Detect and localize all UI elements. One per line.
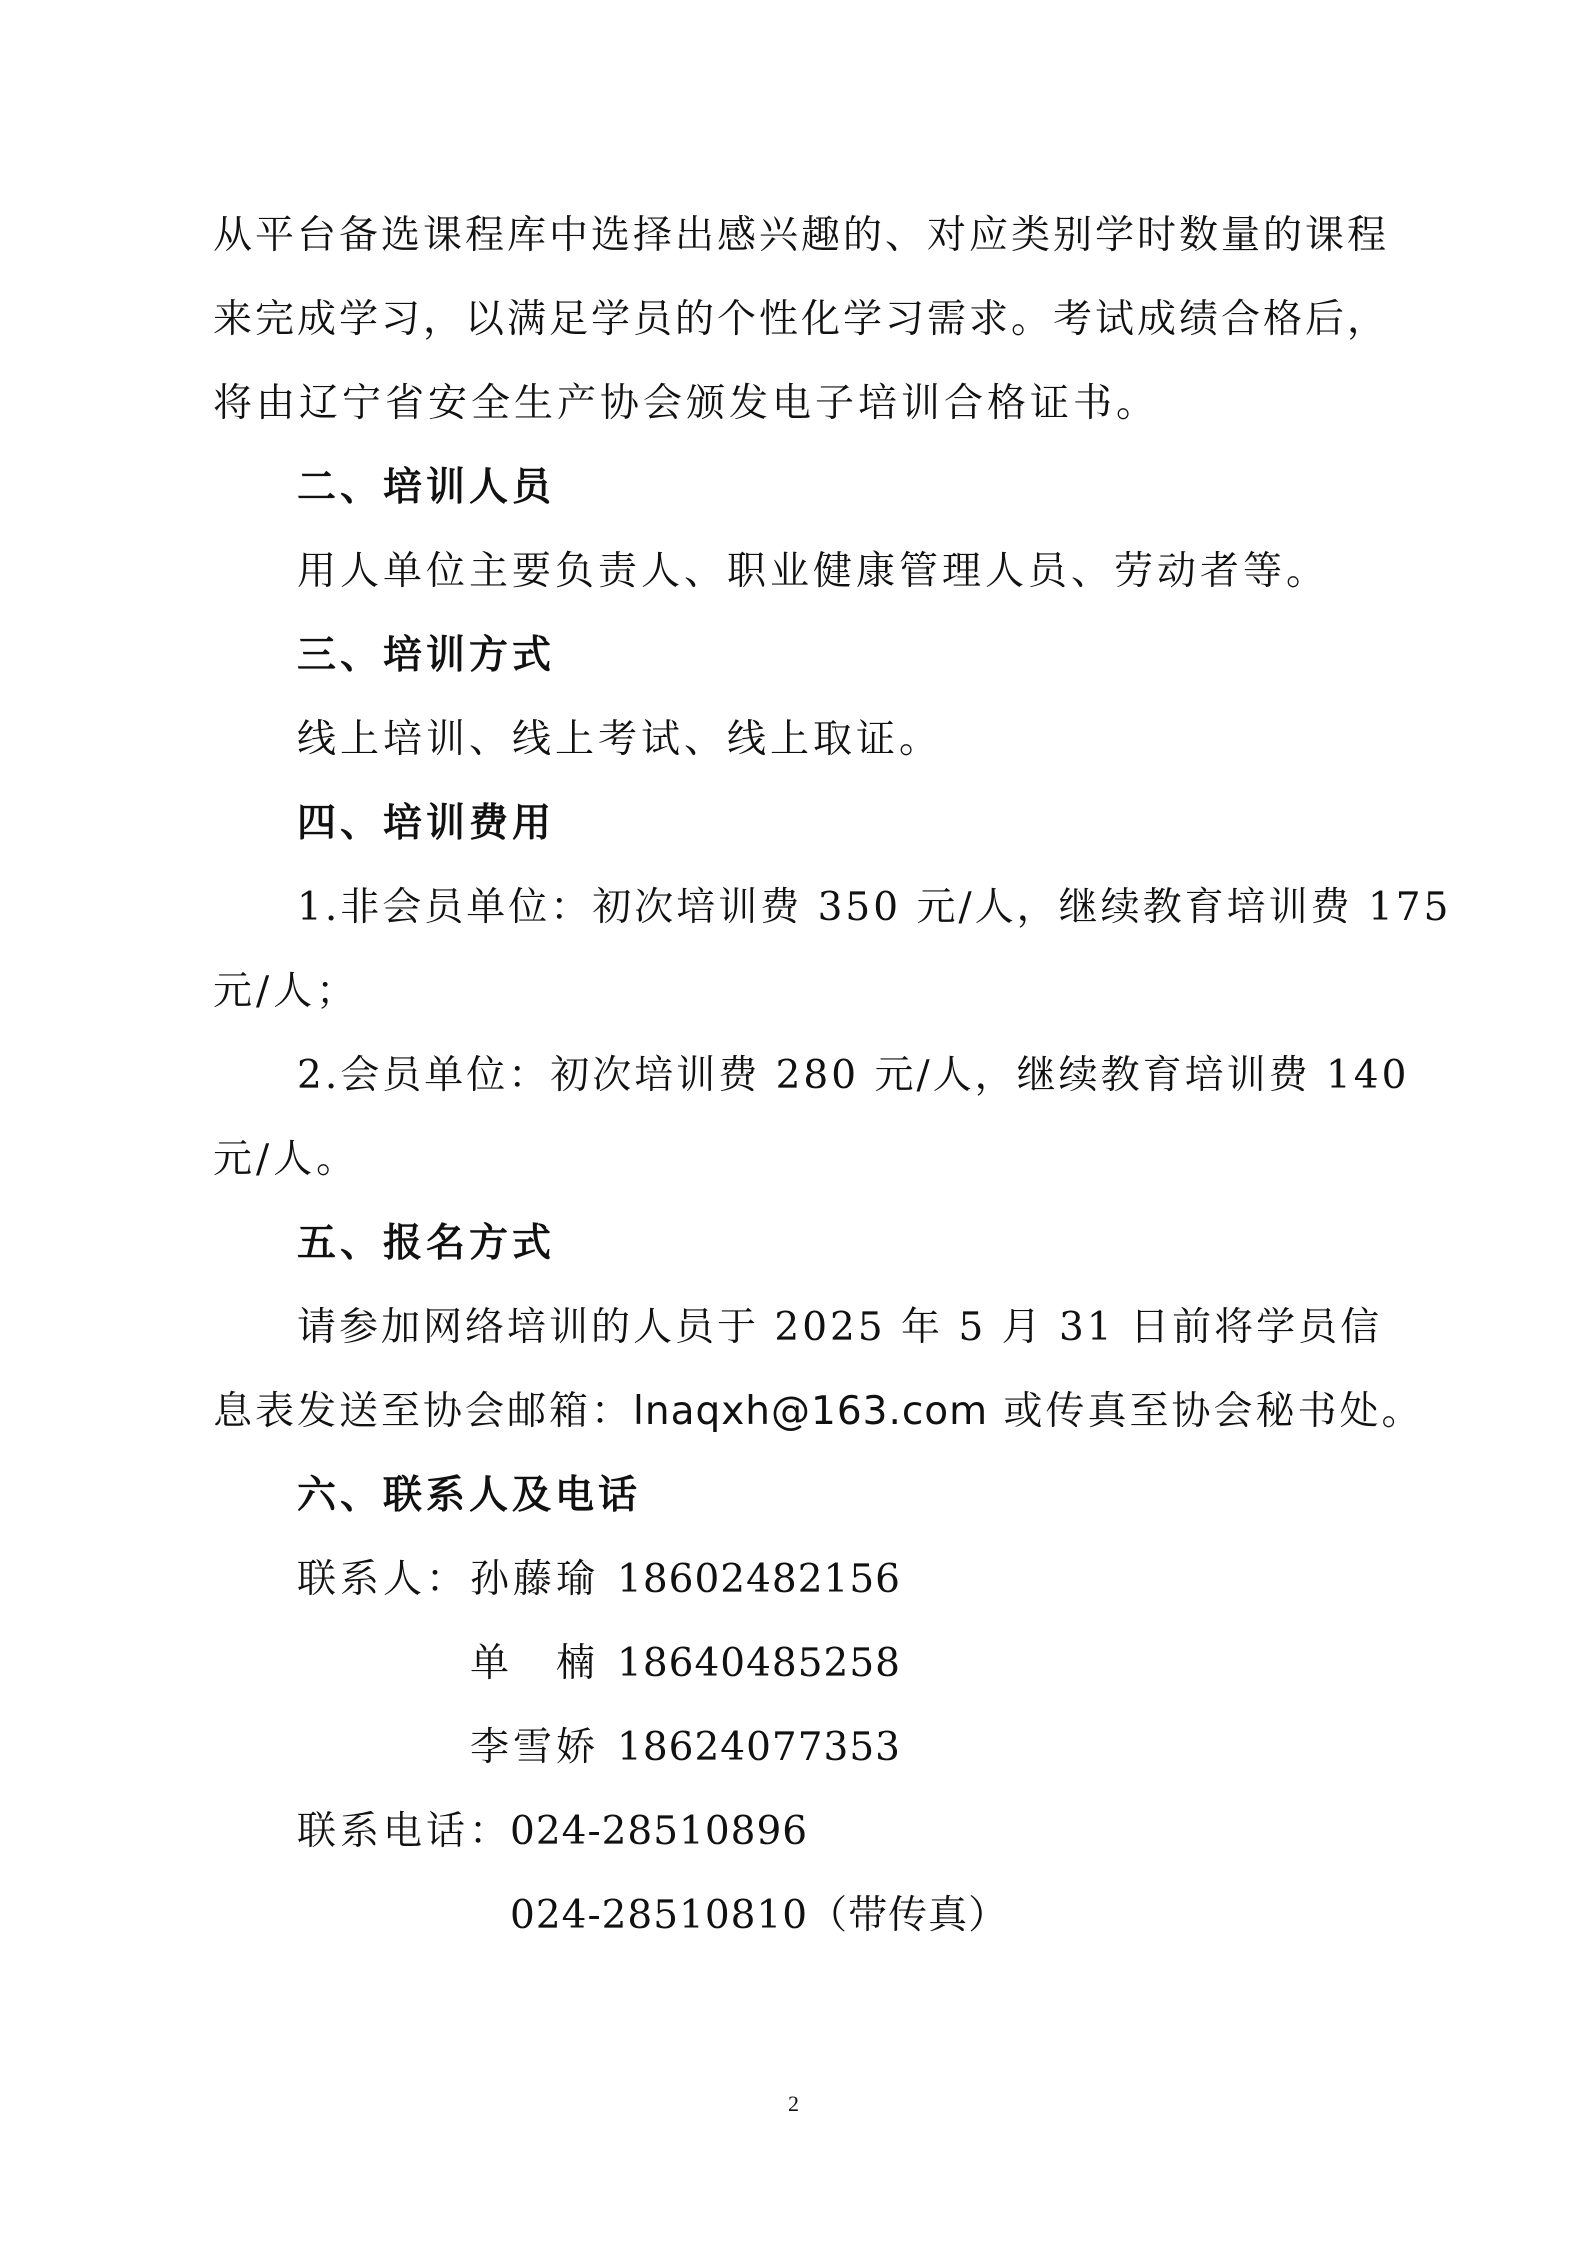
fee-item-1-line-2: 元/人； bbox=[213, 969, 360, 1014]
registration-line-2-suffix: 或传真至协会秘书处。 bbox=[988, 1389, 1424, 1434]
contact-phone: 18624077353 bbox=[617, 1725, 901, 1770]
section-3-heading: 三、培训方式 bbox=[297, 633, 556, 678]
section-2-body: 用人单位主要负责人、职业健康管理人员、劳动者等。 bbox=[297, 549, 1330, 594]
section-2-heading: 二、培训人员 bbox=[297, 465, 556, 510]
contact-phone: 18602482156 bbox=[617, 1557, 901, 1602]
intro-line-2: 来完成学习，以满足学员的个性化学习需求。考试成绩合格后， bbox=[213, 297, 1390, 342]
registration-line-1: 请参加网络培训的人员于 2025 年 5 月 31 日前将学员信 bbox=[297, 1305, 1383, 1350]
section-5-heading: 五、报名方式 bbox=[297, 1221, 556, 1266]
section-4-heading: 四、培训费用 bbox=[297, 801, 556, 846]
contact-name: 李雪娇 bbox=[470, 1725, 600, 1770]
contact-phone: 18640485258 bbox=[617, 1641, 901, 1686]
phone-label: 联系电话： bbox=[297, 1809, 513, 1854]
section-6-heading: 六、联系人及电话 bbox=[297, 1473, 642, 1518]
page-number: 2 bbox=[788, 2091, 799, 2116]
intro-line-1: 从平台备选课程库中选择出感兴趣的、对应类别学时数量的课程 bbox=[213, 213, 1390, 258]
office-phone: 024-28510896 bbox=[510, 1809, 809, 1854]
registration-line-2 bbox=[213, 1387, 1424, 1437]
contact-name: 孙藤瑜 bbox=[470, 1557, 600, 1602]
contacts-label: 联系人： bbox=[297, 1557, 470, 1602]
fee-item-2-line-1: 2.会员单位：初次培训费 280 元/人，继续教育培训费 140 bbox=[297, 1053, 1410, 1098]
office-phone-fax: 024-28510810（带传真） bbox=[510, 1893, 1009, 1938]
registration-line-2-prefix: 息表发送至协会邮箱： bbox=[213, 1389, 634, 1434]
email-link[interactable]: lnaqxh@163.com bbox=[633, 1389, 989, 1434]
intro-line-3: 将由辽宁省安全生产协会颁发电子培训合格证书。 bbox=[213, 381, 1160, 426]
fee-item-2-line-2: 元/人。 bbox=[213, 1137, 360, 1182]
fee-item-1-line-1: 1.非会员单位：初次培训费 350 元/人，继续教育培训费 175 bbox=[297, 885, 1452, 930]
section-3-body: 线上培训、线上考试、线上取证。 bbox=[297, 717, 943, 762]
contact-name: 单 楠 bbox=[470, 1641, 600, 1686]
